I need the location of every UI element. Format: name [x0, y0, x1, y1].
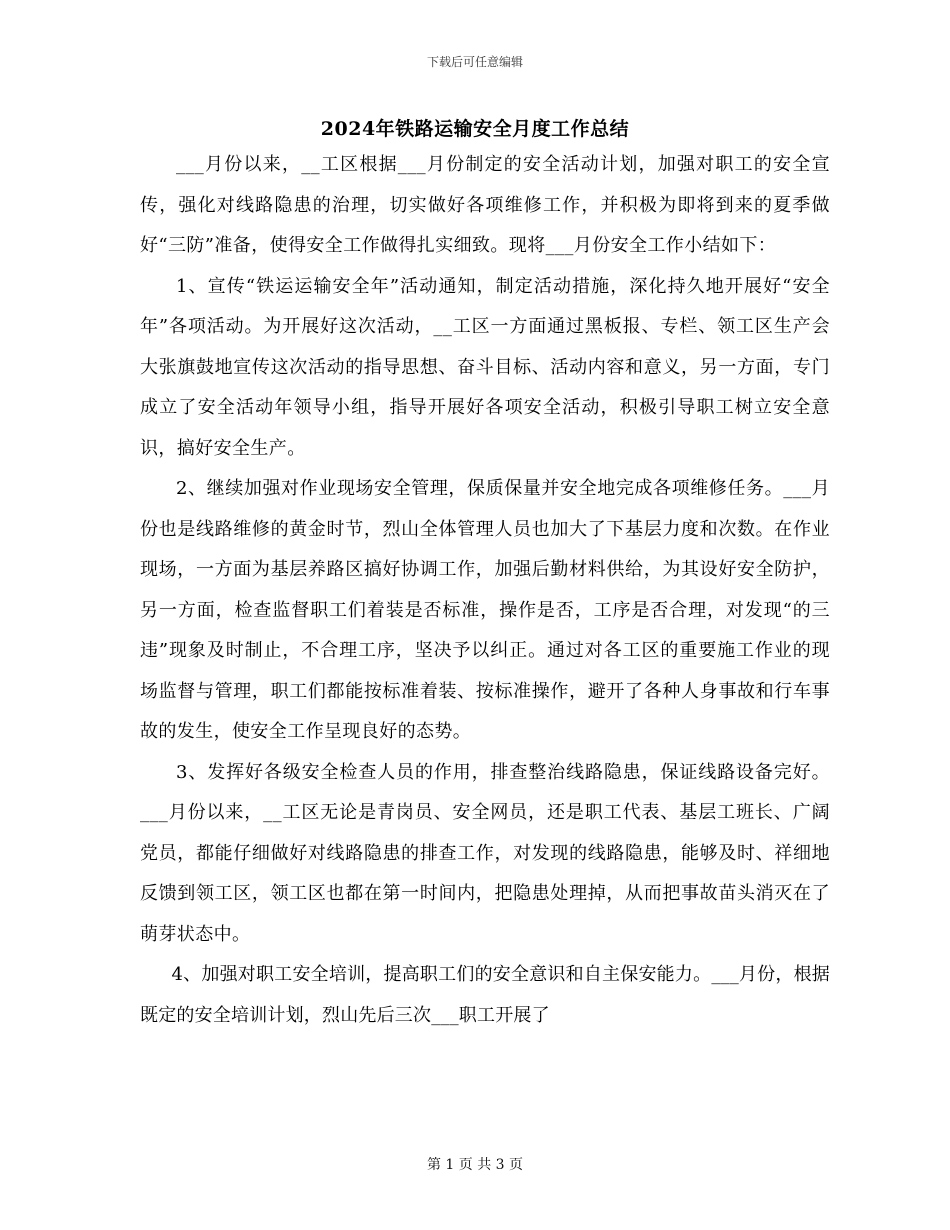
page-header-note: 下载后可任意编辑 — [426, 55, 523, 69]
document-body — [140, 145, 830, 1036]
paragraph-item-4: 4、加强对职工安全培训，提高职工们的安全意识和自主保安能力。___月份，根据既定的安全培训计划，烈山先后三次___职工开展了 — [140, 964, 830, 1026]
paragraph-item-1: 1、宣传“铁运运输安全年”活动通知，制定活动措施，深化持久地开展好“安全年”各项活动。为开展好这次活动，__工区一方面通过黑板报、专栏、领工区生产会大张旗鼓地宣传这次活动的指导思想、奋斗目标、活动内容和意义，另一方面，专门成立了安全活动年领导小组，指导开展好各项安全活动，积极引导职工树立安全意识，搞好安全生产。 — [140, 275, 830, 459]
paragraph-intro: ___月份以来，__工区根据___月份制定的安全活动计划，加强对职工的安全宣传，强化对线路隐患的治理，切实做好各项维修工作，并积极为即将到来的夏季做好“三防”准备，使得安全工作做得扎实细致。现将___月份安全工作小结如下： — [140, 154, 830, 256]
paragraph-item-2: 2、继续加强对作业现场安全管理，保质保量并安全地完成各项维修任务。___月份也是线路维修的黄金时节，烈山全体管理人员也加大了下基层力度和次数。在作业现场，一方面为基层养路区搞好协调工作，加强后勤材料供给，为其设好安全防护，另一方面，检查监督职工们着装是否标准，操作是否，工序是否合理，对发现“的三违”现象及时制止，不合理工序，坚决予以纠正。通过对各工区的重要施工作业的现场监督与管理，职工们都能按标准着装、按标准操作，避开了各种人身事故和行车事故的发生，使安全工作呈现良好的态势。 — [140, 478, 830, 742]
document-title: 2024年铁路运输安全月度工作总结 — [320, 118, 630, 140]
paragraph-item-3: 3、发挥好各级安全检查人员的作用，排查整治线路隐患，保证线路设备完好。___月份以来，__工区无论是青岗员、安全网员，还是职工代表、基层工班长、广阔党员，都能仔细做好对线路隐患的排查工作，对发现的线路隐患，能够及时、祥细地反馈到领工区，领工区也都在第一时间内，把隐患处理掉，从而把事故苗头消灭在了萌芽状态中。 — [140, 761, 830, 945]
page-footer-page-number: 第 1 页 共 3 页 — [426, 1157, 524, 1173]
